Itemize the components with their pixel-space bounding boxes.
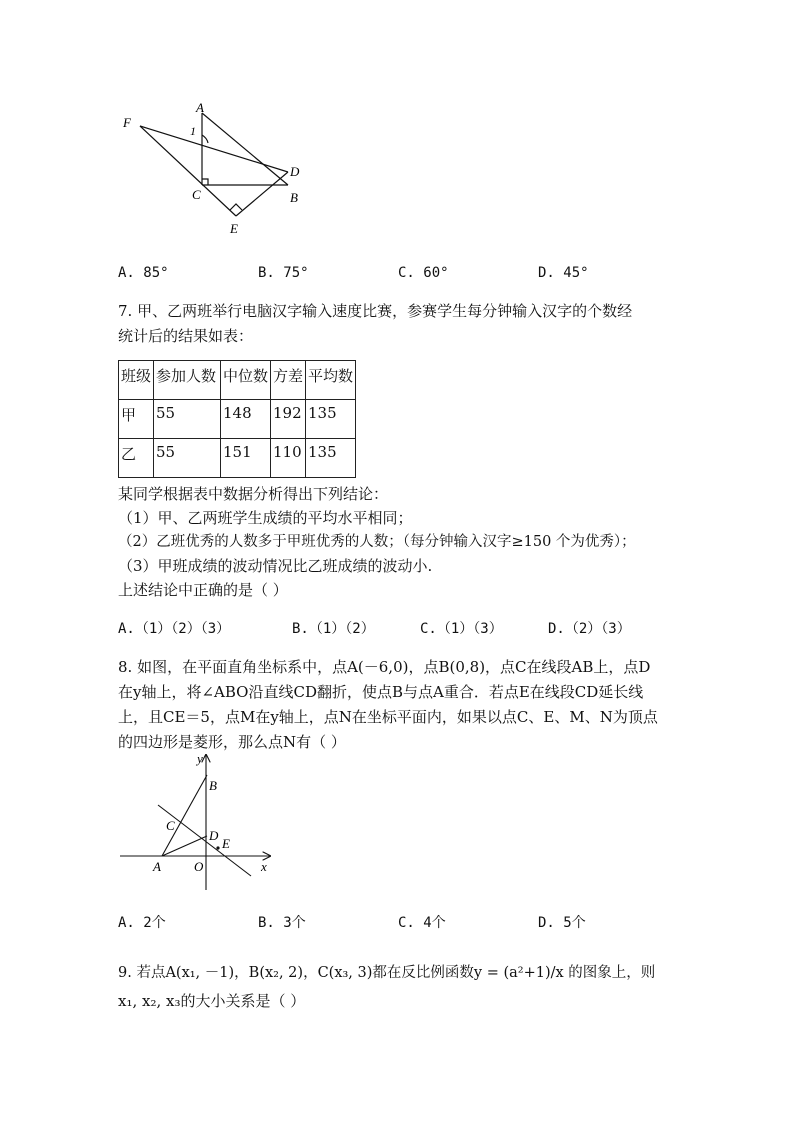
q8-option-b[interactable]: B. 3个: [258, 915, 306, 931]
q8-line3: 上，且CE＝5，点M在y轴上，点N在坐标平面内，如果以点C、E、M、N为顶点: [118, 708, 658, 726]
label-C: C: [166, 818, 175, 833]
label-D: D: [209, 828, 219, 843]
q7-data-table: [118, 360, 356, 478]
q6-option-d[interactable]: D. 45°: [538, 265, 589, 281]
q8-option-c[interactable]: C. 4个: [398, 915, 446, 931]
q8-line1: 8. 如图，在平面直角坐标系中，点A(－6,0)，点B(0,8)，点C在线段AB上，点D: [118, 658, 651, 676]
label-A: A: [153, 859, 161, 874]
cell: 135: [306, 439, 356, 478]
q6-figure: [110, 100, 310, 240]
table-row: [119, 439, 356, 478]
q6-option-b[interactable]: B. 75°: [258, 265, 309, 281]
q9-line1: 9. 若点A(x₁, －1)，B(x₂, 2)，C(x₃, 3)都在反比例函数y = (a²+1)/x 的图象上，则: [118, 965, 656, 981]
q7-conclusion-1: （1）甲、乙两班学生成绩的平均水平相同；: [118, 509, 413, 527]
q7-conclusion-intro: 某同学根据表中数据分析得出下列结论：: [118, 485, 389, 503]
q7-option-b[interactable]: B.（1）（2）: [292, 621, 375, 637]
label-B: B: [209, 778, 217, 793]
q8-option-d[interactable]: D. 5个: [538, 915, 586, 931]
cell: 110: [271, 439, 306, 478]
q8-line2: 在y轴上，将∠ABO沿直线CD翻折，使点B与点A重合．若点E在线段CD延长线: [118, 683, 644, 701]
q7-option-c[interactable]: C.（1）（3）: [420, 621, 503, 637]
q7-option-d[interactable]: D.（2）（3）: [548, 621, 631, 637]
label-E: E: [222, 836, 230, 851]
q7-stem-line1: 7. 甲、乙两班举行电脑汉字输入速度比赛，参赛学生每分钟输入汉字的个数经: [118, 302, 633, 320]
cell: 148: [221, 400, 271, 439]
header-mean: 平均数: [306, 361, 356, 400]
q8-option-a[interactable]: A. 2个: [118, 915, 166, 931]
header-class: 班级: [119, 361, 154, 400]
label-D: D: [290, 164, 300, 179]
axis-x-label: x: [261, 859, 267, 874]
label-F: F: [123, 115, 131, 130]
q9-line2: x₁, x₂, x₃的大小关系是（ ）: [118, 992, 306, 1010]
q7-conclusion-3: （3）甲班成绩的波动情况比乙班成绩的波动小.: [118, 557, 433, 575]
q8-line4: 的四边形是菱形，那么点N有（ ）: [118, 733, 346, 751]
q7-stem-line2: 统计后的结果如表：: [118, 327, 254, 345]
label-C: C: [192, 187, 201, 202]
q7-question: 上述结论中正确的是（ ）: [118, 581, 288, 599]
label-1: 1: [190, 124, 196, 138]
cell: 乙: [119, 439, 154, 478]
cell: 甲: [119, 400, 154, 439]
q8-figure: [115, 750, 280, 895]
label-E: E: [230, 221, 238, 236]
cell: 135: [306, 400, 356, 439]
label-B: B: [290, 190, 298, 205]
label-A: A: [196, 100, 204, 115]
header-participants: 参加人数: [154, 361, 221, 400]
q6-option-a[interactable]: A. 85°: [118, 265, 169, 281]
header-median: 中位数: [221, 361, 271, 400]
cell: 55: [154, 439, 221, 478]
label-O: O: [194, 859, 204, 874]
header-variance: 方差: [271, 361, 306, 400]
point-E: [216, 846, 219, 849]
cell: 151: [221, 439, 271, 478]
q7-conclusion-2: （2）乙班优秀的人数多于甲班优秀的人数；（每分钟输入汉字≥150 个为优秀）；: [118, 534, 636, 550]
axis-y-label: y: [197, 751, 203, 766]
cell: 192: [271, 400, 306, 439]
table-header-row: [119, 361, 356, 400]
table-row: [119, 400, 356, 439]
q7-option-a[interactable]: A.（1）（2）（3）: [118, 621, 231, 637]
q6-option-c[interactable]: C. 60°: [398, 265, 449, 281]
cell: 55: [154, 400, 221, 439]
